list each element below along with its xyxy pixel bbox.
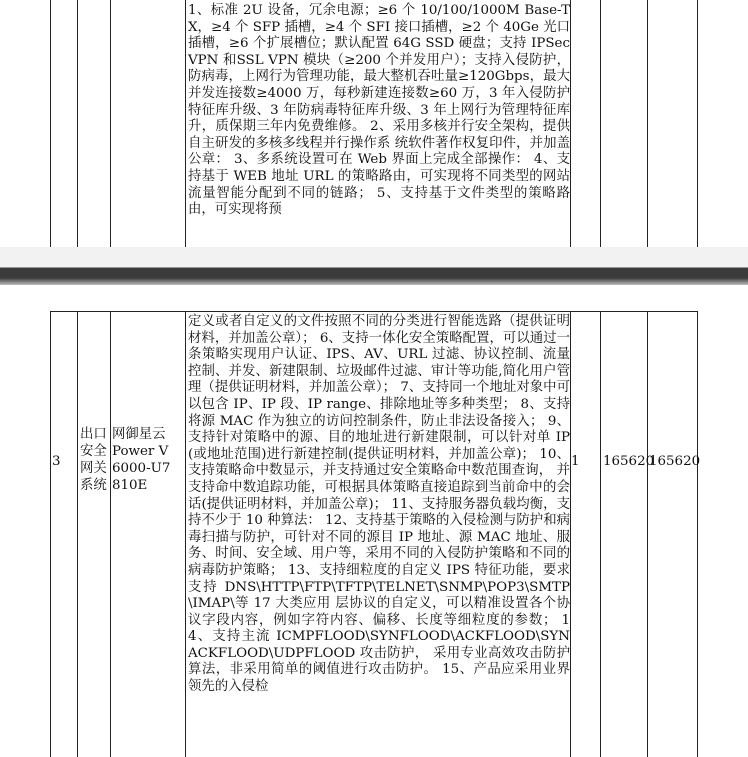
total-price-cell: 165620	[649, 454, 701, 469]
table-border	[600, 0, 601, 247]
table-border	[647, 311, 648, 757]
brand-model-cell: 网御星云 Power V6000-U7810E	[112, 427, 171, 493]
table-border	[110, 0, 111, 247]
product-name-cell: 出口安全网关系统	[80, 427, 107, 493]
table-border	[77, 311, 78, 757]
table-border	[570, 311, 571, 757]
table-border	[185, 311, 186, 757]
table-border	[647, 0, 648, 247]
row-seq-cell: 3	[52, 454, 61, 469]
unit-price-cell: 165620	[603, 454, 655, 469]
table-border	[50, 311, 51, 757]
spec-text-bottom: 定义或者自定义的文件按照不同的分类进行智能选路（提供证明材料，并加盖公章）； 6、支持一体化安全策略配置，可以通过一条策略实现用户认证、IPS、AV、URL 过滤、协议控制、流量控制、并发、新建限制、垃圾邮件过滤、审计等功能,简化用户管理（提供证明材料，并加盖公章）； 7、支持同一个地址对象中可以包含 IP、IP 段、IP range、排除地址等多种类型； 8、支持将源 MAC 作为独立的访问控制条件，防止非法设备接入； 9、支持针对策略中的源、目的地址进行新建限制，可以针对单 IP(或地址范围)进行新建控制(提供证明材料，并加盖公章)； 10、支持策略命中数显示，并支持通过安全策略命中数范围查询， 并支持命中数追踪功能，可根据具体策略直接追踪到当前命中的会话(提供证明材料，并加盖公章)； 11、支持服务器负载均衡，支持不少于 10 种算法： 12、支持基于策略的入侵检测与防护和病毒扫描与防护，可针对不同的源目 IP 地址、源 MAC 地址、服务、时间、安全域、用户等，采用不同的入侵防护策略和不同的病毒防护策略； 13、支持细粒度的自定义 IPS 特征功能，要求支持 DNS\HTTP\FTP\TFTP\TELNET\SNMP\POP3\SMTP\IMAP\等 17 大类应用 层协议的自定义，可以精准设置各个协议字段内容，例如字符内容、偏移、长度等细粒度的参数； 14、支持主流 ICMPFLOOD\SYNFLOOD\ACKFLOOD\SYNACKFLOOD\UDPFLOOD 攻击防护， 采用专业高效攻击防护算法，非采用简单的阈值进行攻击防护。 15、产品应采用业界领先的入侵检	[188, 314, 570, 695]
document-page-top	[0, 0, 748, 247]
table-border	[185, 0, 186, 247]
table-border	[570, 0, 571, 247]
table-border	[110, 311, 111, 757]
table-border	[77, 0, 78, 247]
table-border	[697, 311, 698, 757]
document-page-bottom	[0, 285, 748, 757]
table-border	[697, 0, 698, 247]
table-border	[600, 311, 601, 757]
table-border	[50, 0, 51, 247]
page-separator	[0, 247, 748, 285]
spec-text-top: 1、标准 2U 设备，冗余电源；≥6 个 10/100/1000M Base-TX，≥4 个 SFP 插槽，≥4 个 SFI 接口插槽，≥2 个 40Ge 光口插槽，≥6 个扩展槽位；默认配置 64G SSD 硬盘；支持 IPSec VPN 和SSL VPN 模块（≥200 个并发用户）；支持入侵防护，防病毒，上网行为管理功能，最大整机吞吐量≥120Gbps，最大并发连接数≥4000 万，每秒新建连接数≥60 万，3 年入侵防护特征库升级、3 年防病毒特征库升级、3 年上网行为管理特征库升，质保期三年内免费维修。 2、采用多核并行安全架构，提供自主研发的多核多线程并行操作系 统软件著作权复印件，并加盖公章： 3、多系统设置可在 Web 界面上完成全部操作： 4、支持基于 WEB 地址 URL 的策略路由，可实现将不同类型的网站流量智能分配到不同的链路； 5、支持基于文件类型的策略路由，可实现将预	[188, 3, 570, 218]
quantity-cell: 1	[571, 454, 580, 469]
